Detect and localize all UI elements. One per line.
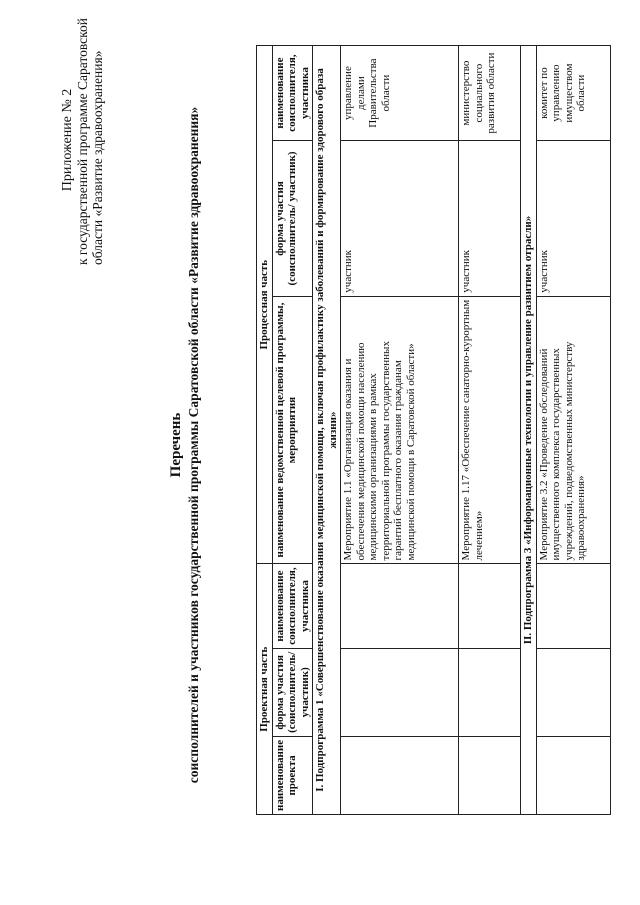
cell-activity: Мероприятие 1.17 «Обеспечение санаторно-курортным лечением»	[459, 296, 521, 564]
header-process-executor: наименование соисполнителя, участника	[272, 46, 313, 141]
header-row	[272, 46, 313, 815]
header-project-form: форма участия (соисполнитель/ участник)	[272, 648, 313, 736]
section-1-row	[313, 46, 341, 815]
cell-form: участник	[459, 141, 521, 297]
appendix-line-2: области «Развитие здравоохранения»	[90, 50, 105, 265]
cell-empty	[536, 736, 610, 814]
cell-activity: Мероприятие 3.2 «Проведение обследований имущественного комплекса государственных учреждений, подведомственных министерству здравоохранения»	[536, 296, 610, 564]
appendix-number: Приложение № 2	[60, 88, 75, 192]
cell-empty	[341, 736, 459, 814]
title-line-2: соисполнителей и участников государственной программы Саратовской области «Развитие здравоохранения»	[186, 106, 201, 784]
section-2-row	[521, 46, 537, 815]
header-group-row	[257, 46, 273, 815]
header-project-executor: наименование соисполнителя, участника	[272, 564, 313, 648]
title-line-1: Перечень	[168, 412, 184, 478]
cell-executor: министерство социального развития области	[459, 46, 521, 141]
cell-empty	[459, 648, 521, 736]
header-project-part: Проектная часть	[257, 564, 273, 815]
section-1-title: I. Подпрограмма 1 «Совершенствование оказания медицинской помощи, включая профилактику заболеваний и формирование здорового образа жизни»	[313, 46, 341, 815]
header-project-name: наименование проекта	[272, 736, 313, 814]
header-process-part: Процессная часть	[257, 46, 273, 564]
cell-activity: Мероприятие 1.1 «Организация оказания и обеспечения медицинской помощи населению медицинскими организациями в рамках территориальной программы государственных гарантий бесплатного оказания гражданам медицинской помощи в Саратовской области»	[341, 296, 459, 564]
appendix-note	[60, 15, 105, 265]
appendix-line-1: к государственной программе Саратовской	[75, 18, 90, 265]
cell-executor: комитет по управлению имуществом области	[536, 46, 610, 141]
cell-empty	[459, 564, 521, 648]
section-2-title: II. Подпрограмма 3 «Информационные технологии и управление развитием отрасли»	[521, 46, 537, 815]
cell-empty	[341, 564, 459, 648]
cell-empty	[536, 648, 610, 736]
cell-executor: управление делами Правительства области	[341, 46, 459, 141]
header-process-form: форма участия (соисполнитель/ участник)	[272, 141, 313, 297]
cell-empty	[459, 736, 521, 814]
cell-form: участник	[341, 141, 459, 297]
cell-empty	[536, 564, 610, 648]
table-row	[341, 46, 459, 815]
table-row	[459, 46, 521, 815]
cell-empty	[341, 648, 459, 736]
executors-table	[256, 45, 611, 815]
document-title	[168, 45, 202, 845]
header-process-program: наименование ведомственной целевой программы, мероприятия	[272, 296, 313, 564]
cell-form: участник	[536, 141, 610, 297]
table-row	[536, 46, 610, 815]
